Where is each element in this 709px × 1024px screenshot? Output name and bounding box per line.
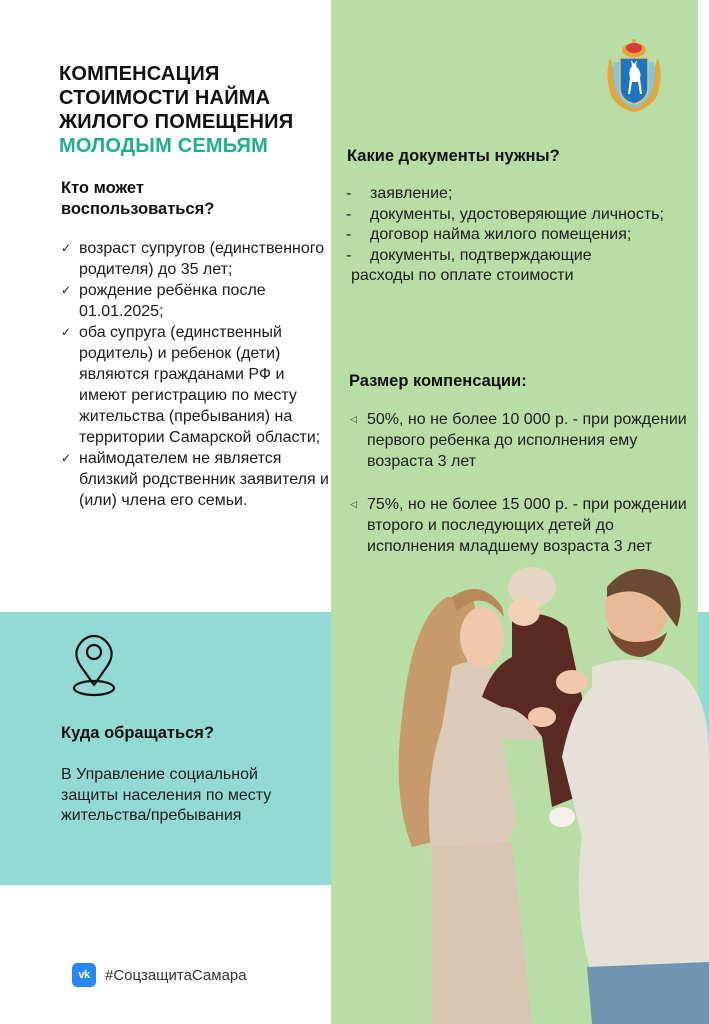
- triangle-bullet-icon: ◁: [350, 414, 357, 424]
- list-item: - договор найма жилого помещения;: [346, 225, 686, 246]
- dash-bullet: -: [346, 226, 352, 243]
- title-line: СТОИМОСТИ НАЙМА: [59, 87, 271, 109]
- list-item: - документы, подтверждающие: [346, 246, 686, 267]
- samara-coat-of-arms-icon: [604, 38, 664, 114]
- list-item: ◁ 75%, но не более 15 000 р. - при рождении второго и последующих детей до исполнения младшему возраста 3 лет: [350, 496, 687, 555]
- list-item: ✓ возраст супругов (единственного родителя) до 35 лет;: [61, 240, 325, 278]
- location-pin-icon: [70, 633, 118, 699]
- hashtag-link[interactable]: #СоцзащитаСамара: [105, 966, 247, 984]
- page-title: [59, 62, 339, 158]
- list-item: - документы, удостоверяющие личность;: [346, 205, 686, 226]
- checkmark-icon: ✓: [61, 283, 72, 297]
- dash-bullet: -: [346, 205, 352, 223]
- family-photo: [392, 557, 709, 1024]
- title-accent-line: МОЛОДЫМ СЕМЬЯМ: [59, 135, 268, 157]
- compensation-heading: Размер компенсации:: [349, 372, 527, 390]
- list-item: ✓ оба супруга (единственный родитель) и ребенок (дети) являются гражданами РФ и имеют регистрацию по месту жительства (пребывания) на территории Самарской области;: [61, 324, 321, 446]
- checkmark-icon: ✓: [61, 451, 72, 465]
- where-heading: Куда обращаться?: [61, 724, 215, 742]
- list-item: ◁ 50%, но не более 10 000 р. - при рождении первого ребенка до исполнения ему возраста 3 лет: [350, 411, 687, 470]
- checkmark-icon: ✓: [61, 325, 72, 339]
- title-line: КОМПЕНСАЦИЯ: [59, 63, 220, 85]
- documents-heading: Какие документы нужны?: [347, 147, 560, 165]
- dash-bullet: -: [346, 246, 352, 264]
- triangle-bullet-icon: ◁: [350, 499, 357, 509]
- list-item: ✓ рождение ребёнка после 01.01.2025;: [61, 282, 266, 320]
- title-line: ЖИЛОГО ПОМЕЩЕНИЯ: [59, 111, 294, 133]
- eligibility-list: [61, 238, 331, 511]
- documents-list: [346, 184, 686, 287]
- footer: [72, 963, 247, 987]
- checkmark-icon: ✓: [61, 241, 72, 255]
- list-item-continuation: расходы по оплате стоимости: [351, 267, 574, 284]
- where-text: В Управление социальной защиты населения по месту жительства/пребывания: [61, 766, 272, 824]
- vk-icon[interactable]: vk: [72, 963, 96, 987]
- list-item: ✓ наймодателем не является близкий родственник заявителя и (или) члена его семьи.: [61, 450, 329, 509]
- who-heading: Кто может воспользоваться?: [61, 179, 215, 218]
- compensation-list: [350, 409, 690, 579]
- dash-bullet: -: [346, 185, 352, 202]
- list-item: - заявление;: [346, 184, 686, 205]
